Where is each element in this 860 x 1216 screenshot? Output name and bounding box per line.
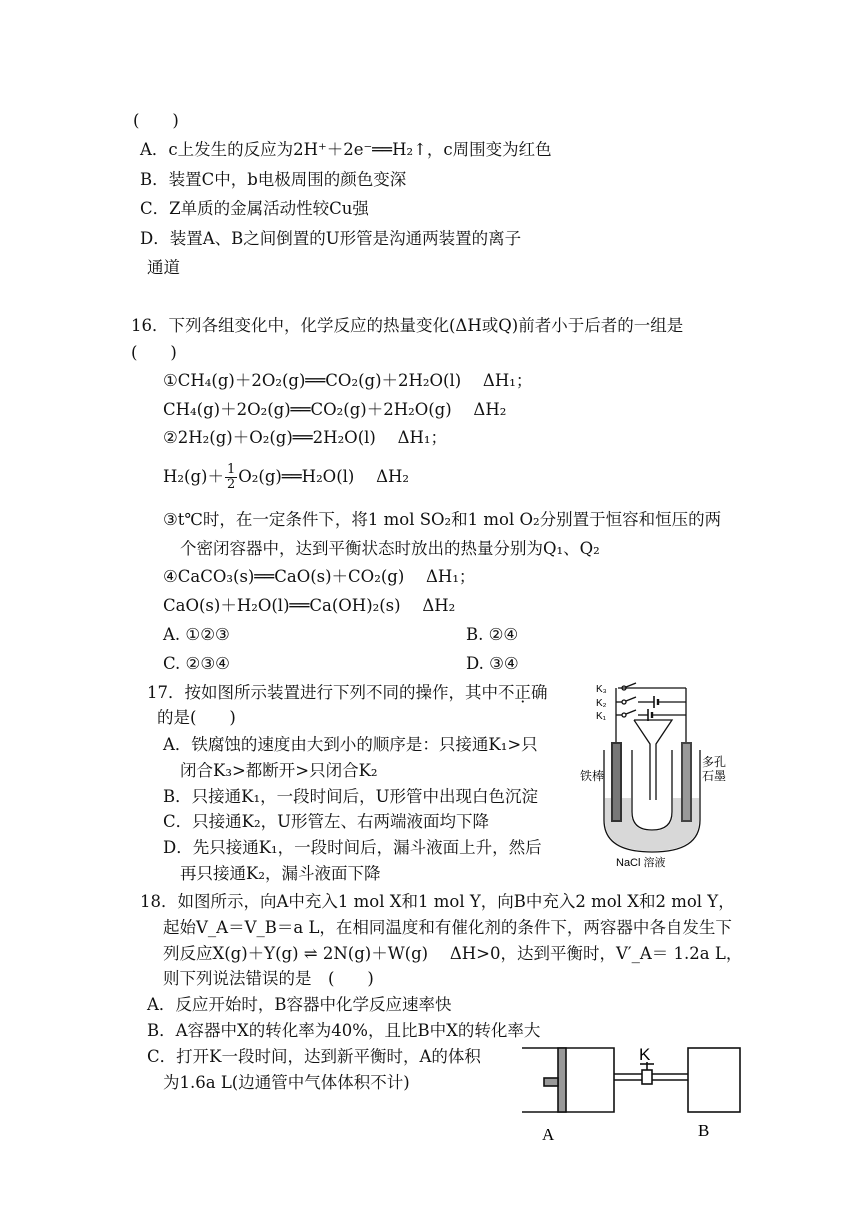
q16-paren: ( ) <box>131 343 177 362</box>
q17-option-a: A．铁腐蚀的速度由大到小的顺序是：只接通K₁>只 <box>163 735 538 754</box>
q17-option-a-cont: 闭合K₃>都断开>只闭合K₂ <box>180 761 378 780</box>
fig-k1-label: K₁ <box>596 711 607 722</box>
q18-container-diagram <box>518 1044 758 1144</box>
fig-graphite-label: 多孔 <box>702 755 727 769</box>
q16-case1-a: ①CH₄(g)＋2O₂(g)══CO₂(g)＋2H₂O(l) ΔH₁； <box>163 371 533 390</box>
q16-case4-a: ④CaCO₃(s)══CaO(s)＋CO₂(g) ΔH₁； <box>163 567 476 586</box>
q17-option-c: C．只接通K₂，U形管左、右两端液面均下降 <box>163 812 489 831</box>
q17-option-b: B．只接通K₁，一段时间后，U形管中出现白色沉淀 <box>163 787 538 806</box>
q17-emphasis-char: 正 <box>514 683 531 702</box>
q15-option-a: A．c上发生的反应为2H⁺＋2e⁻══H₂↑，c周围变为红色 <box>140 140 552 159</box>
q15-paren: ( ) <box>133 111 179 130</box>
q17-stem-cont: 的是( ) <box>157 708 236 727</box>
fig-nacl-label: NaCl 溶液 <box>616 857 666 869</box>
q17-option-d: D．先只接通K₁，一段时间后，漏斗液面上升，然后 <box>163 838 542 857</box>
q16-option-a: A. ①②③ <box>163 625 230 644</box>
fig-valve-k-label: K <box>639 1045 651 1064</box>
q18-stem-3: 列反应X(g)＋Y(g) ⇌ 2N(g)＋W(g) ΔH>0，达到平衡时，V′_A＝ 1.2a L， <box>163 944 743 963</box>
q16-option-d: D. ③④ <box>466 654 519 673</box>
q18-stem-1: 18．如图所示，向A中充入1 mol X和1 mol Y，向B中充入2 mol X和2 mol Y， <box>140 892 735 911</box>
fig-k2-label: K₂ <box>596 698 607 709</box>
q17-emphasis-char: 不 <box>498 683 515 702</box>
fig-iron-rod-label: 铁棒 <box>580 769 605 783</box>
q17-option-d-cont: 再只接通K₂，漏斗液面下降 <box>180 864 381 883</box>
one-half-fraction <box>225 463 237 492</box>
q18-option-c-cont: 为1.6a L(边通管中气体体积不计) <box>163 1073 410 1092</box>
fraction-numerator: 1 <box>226 462 236 477</box>
q15-option-c: C．Z单质的金属活动性较Cu强 <box>140 199 369 218</box>
q16-option-b: B. ②④ <box>466 625 519 644</box>
q18-stem-2: 起始V_A＝V_B＝a L，在相同温度和有催化剂的条件下，两容器中各自发生下 <box>163 918 732 937</box>
fig-k3-label: K₃ <box>596 684 607 695</box>
q16-stem: 16．下列各组变化中，化学反应的热量变化(ΔH或Q)前者小于后者的一组是 <box>131 316 684 335</box>
q16-case3-a: ③t℃时，在一定条件下，将1 mol SO₂和1 mol O₂分别置于恒容和恒压的两 <box>163 510 722 529</box>
q18-option-c: C．打开K一段时间，达到新平衡时，A的体积 <box>147 1047 481 1066</box>
q16-case4-b: CaO(s)＋H₂O(l)══Ca(OH)₂(s) ΔH₂ <box>163 596 456 615</box>
q15-option-d-cont: 通道 <box>147 258 180 277</box>
q18-stem-4: 则下列说法错误的是 ( ) <box>163 969 374 988</box>
q17-stem <box>147 683 548 703</box>
fig-container-b-label: B <box>698 1121 710 1140</box>
fig-container-a-label: A <box>542 1125 555 1144</box>
q17-apparatus-diagram <box>580 680 744 870</box>
q16-option-c: C. ②③④ <box>163 654 230 673</box>
q17-stem-text: 17．按如图所示装置进行下列不同的操作，其中 <box>147 683 498 702</box>
q18-option-b: B．A容器中X的转化率为40%，且比B中X的转化率大 <box>147 1021 541 1040</box>
q18-option-a: A．反应开始时，B容器中化学反应速率快 <box>147 995 452 1014</box>
q17-emphasis-char: 确 <box>531 683 548 702</box>
fraction-denominator: 2 <box>226 477 236 492</box>
q16-case2-b-pre: H₂(g)＋ <box>163 467 224 486</box>
q15-option-b: B．装置C中，b电极周围的颜色变深 <box>140 170 407 189</box>
q16-case2-b <box>163 463 409 492</box>
q16-case2-a: ②2H₂(g)＋O₂(g)══2H₂O(l) ΔH₁； <box>163 428 448 447</box>
q16-case2-b-post: O₂(g)══H₂O(l) ΔH₂ <box>238 467 410 486</box>
q16-case3-b: 个密闭容器中，达到平衡状态时放出的热量分别为Q₁、Q₂ <box>180 539 600 558</box>
fig-graphite-label-2: 石墨 <box>702 769 727 783</box>
q16-case1-b: CH₄(g)＋2O₂(g)══CO₂(g)＋2H₂O(g) ΔH₂ <box>163 400 507 419</box>
q15-option-d: D．装置A、B之间倒置的U形管是沟通两装置的离子 <box>140 229 522 248</box>
